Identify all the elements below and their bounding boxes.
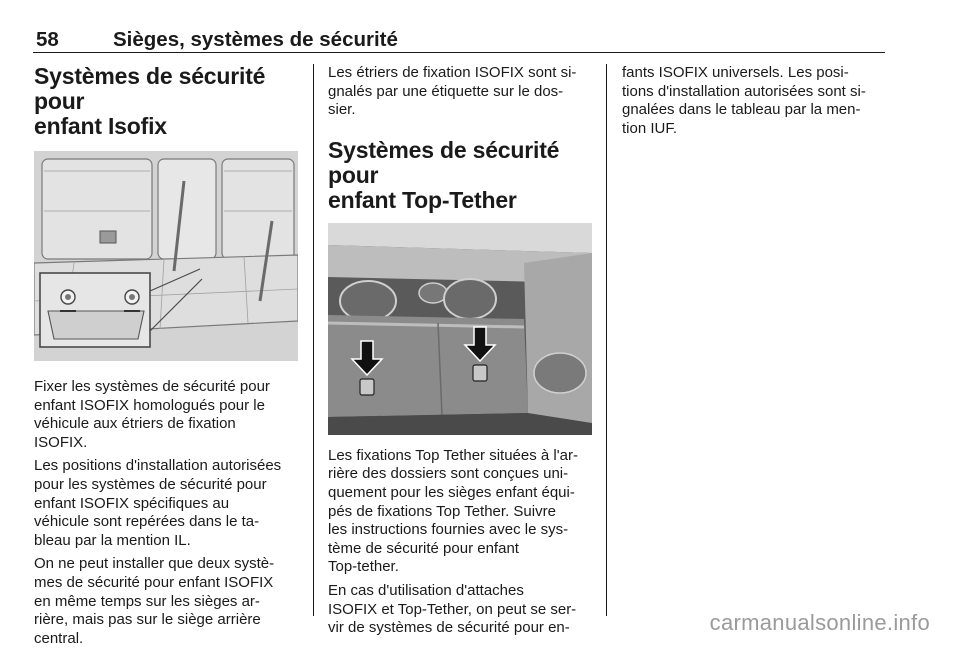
top-tether-heading: Systèmes de sécurité pour enfant Top-Tether <box>328 136 560 213</box>
column-2 <box>328 64 596 638</box>
paragraph: Les positions d'installation autorisées pour les systèmes de sécurité pour enfant ISOFIX spécifiques au véhicule sont repérées dans le ta- bleau par la mention IL. <box>34 457 282 549</box>
column-divider <box>606 64 607 616</box>
rear-seat-isofix-anchors-illustration <box>34 151 298 361</box>
page-header <box>33 28 885 53</box>
top-tether-body <box>328 447 596 638</box>
column-1 <box>34 64 302 648</box>
watermark: carmanualsonline.info <box>709 610 930 635</box>
paragraph: En cas d'utilisation d'attaches ISOFIX et Top-Tether, on peut se ser- vir de systèmes de sécurité pour en- <box>328 581 577 637</box>
column-3 <box>622 64 888 138</box>
paragraph: Les fixations Top Tether situées à l'ar- rière des dossiers sont conçues uni- quement pour les sièges enfant équi- pés de fixations Top Tether. Suivre les instructions fournies avec le sys- tème de sécurité pour enfant Top-tether. <box>328 446 578 576</box>
page-number: 58 <box>36 28 59 51</box>
cargo-area-top-tether-anchors-photo <box>328 223 592 435</box>
paragraph: On ne peut installer que deux systè- mes de sécurité pour enfant ISOFIX en même temps sur les sièges ar- rière, mais pas sur le siège arrière central. <box>34 555 275 647</box>
isofix-heading: Systèmes de sécurité pour enfant Isofix <box>34 63 266 139</box>
paragraph: Fixer les systèmes de sécurité pour enfant ISOFIX homologués pour le véhicule aux étriers de fixation ISOFIX. <box>34 378 270 451</box>
column-divider <box>313 64 314 616</box>
isofix-body <box>34 378 302 648</box>
section-title: Sièges, systèmes de sécurité <box>113 28 398 51</box>
isofix-label-note: Les étriers de fixation ISOFIX sont si- gnalés par une étiquette sur le dos- sier. <box>328 64 577 119</box>
paragraph: fants ISOFIX universels. Les posi- tions d'installation autorisées sont si- gnalées dans le tableau par la men- tion IUF. <box>622 64 866 137</box>
